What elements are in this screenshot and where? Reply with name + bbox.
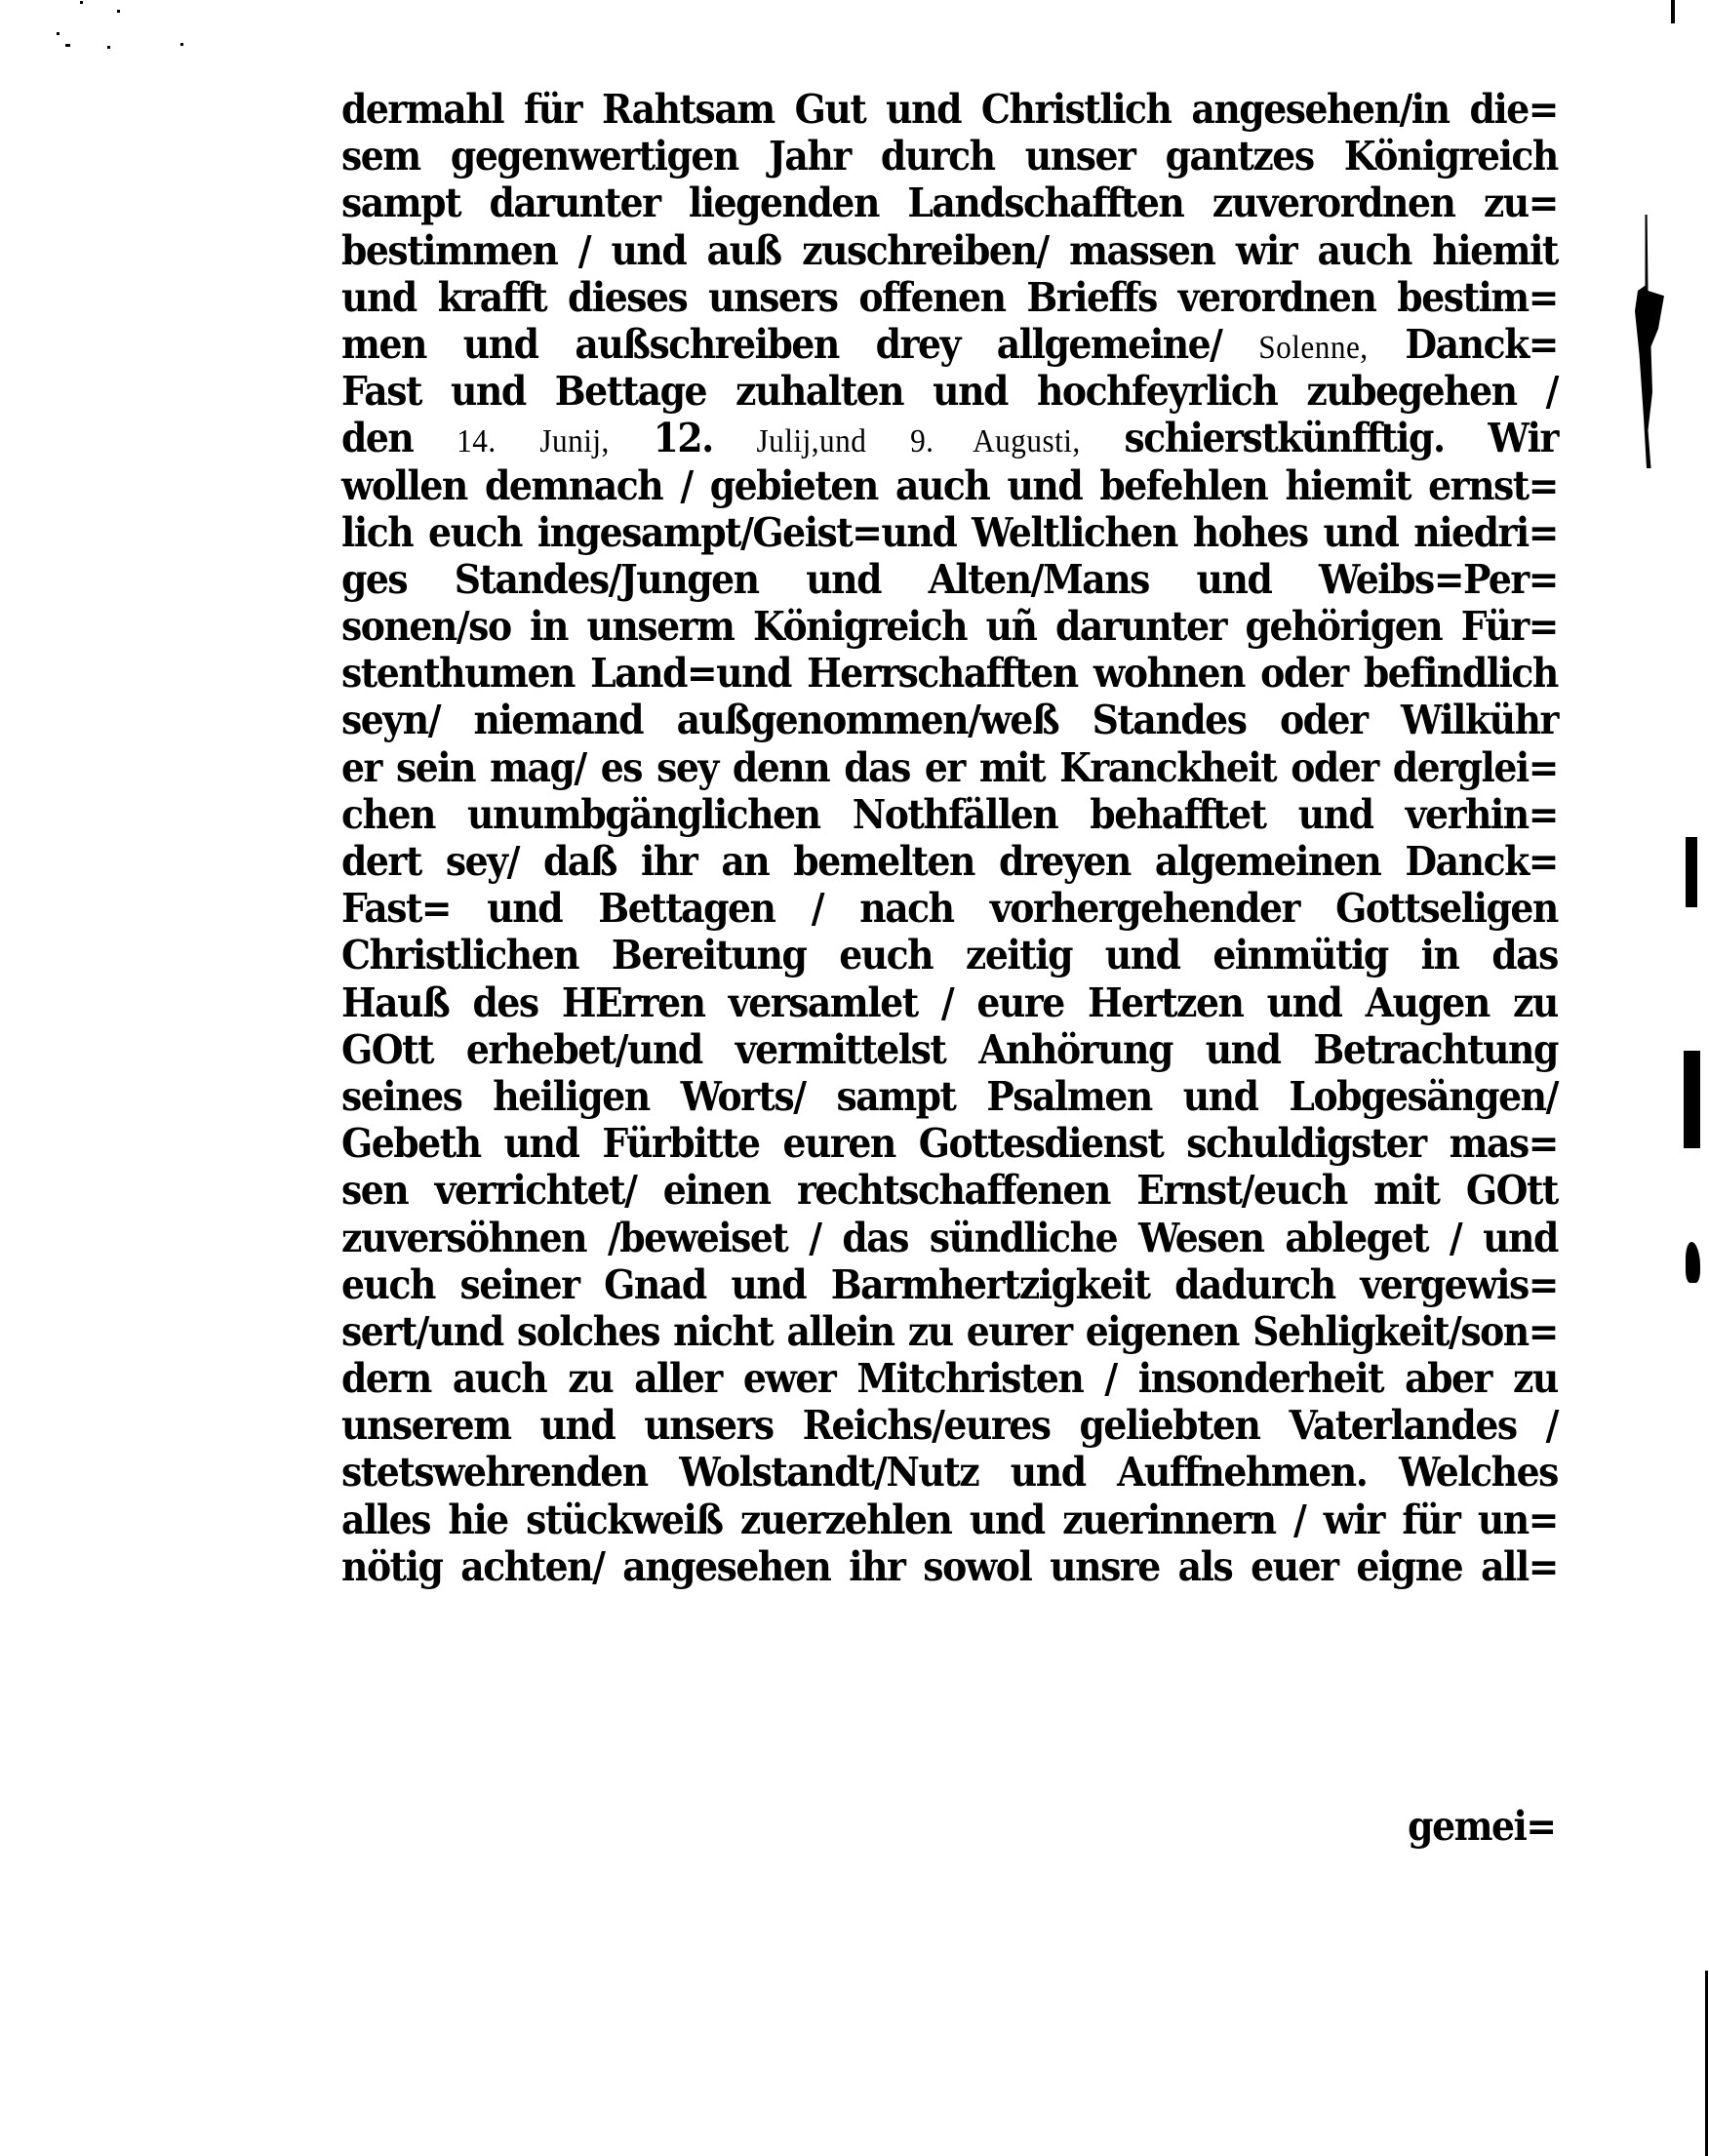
text-line-23: Gebeth und Fürbitte euren Gottesdienst schuldigster mas= <box>341 1120 1558 1168</box>
text-line-24: sen verrichtet/ einen rechtschaffenen Ernst/euch mit GOtt <box>341 1167 1558 1215</box>
date-numeral: 12. <box>653 415 713 462</box>
catchword: gemei= <box>1408 1803 1556 1850</box>
text-line-17: dert sey/ daß ihr an bemelten dreyen algemeinen Danck= <box>341 838 1558 885</box>
text-line-25: zuversöhnen /beweiset / das sündliche Wesen ableget / und <box>341 1214 1558 1261</box>
date-month: Junij, <box>539 423 610 460</box>
scan-speck <box>57 32 60 35</box>
binding-edge-mark <box>1686 837 1697 907</box>
date-numeral: 14. <box>457 423 497 460</box>
binding-edge-mark <box>1686 1242 1700 1283</box>
text-line-11: ges Standes/Jungen und Alten/Mans und Weibs=Per= <box>341 555 1558 603</box>
scan-speck <box>180 43 183 46</box>
text-line-27: sert/und solches nicht allein zu eurer eigenen Sehligkeit/son= <box>341 1307 1558 1355</box>
scan-speck <box>107 46 110 49</box>
antiqua-word: Solenne, <box>1258 329 1369 366</box>
body-text <box>341 86 1559 1590</box>
text-fragment: den <box>341 415 414 462</box>
scan-speck <box>65 44 70 47</box>
binding-edge-mark <box>1684 1051 1700 1148</box>
text-line-22: seines heiligen Worts/ sampt Psalmen und Lobgesängen/ <box>341 1072 1558 1120</box>
text-line-7: Fast und Bettage zuhalten und hochfeyrlich zubegehen / <box>341 368 1558 416</box>
text-line-18: Fast= und Bettagen / nach vorhergehender Gottseligen <box>341 885 1558 933</box>
date-month: Julij,und <box>756 423 867 460</box>
text-line-20: Hauß des HErren versamlet / eure Hertzen und Augen zu <box>341 978 1558 1026</box>
text-line-28: dern auch zu aller ewer Mitchristen / insonderheit aber zu <box>341 1355 1558 1403</box>
text-line-13: stenthumen Land=und Herrschafften wohnen oder befindlich <box>341 650 1558 698</box>
text-line-21: GOtt erhebet/und vermittelst Anhörung und Betrachtung <box>341 1025 1558 1073</box>
text-fragment: Danck= <box>1405 320 1558 368</box>
text-line-3: sampt darunter liegenden Landschafften zuverordnen zu= <box>341 180 1558 227</box>
text-line-6 <box>341 321 1558 368</box>
text-line-15: er sein mag/ es sey denn das er mit Kranckheit oder derglei= <box>341 743 1558 791</box>
scan-edge-mark <box>1671 0 1675 23</box>
scan-speck <box>117 10 120 13</box>
text-line-31: alles hie stückweiß zuerzehlen und zuerinnern / wir für un= <box>341 1496 1558 1543</box>
text-line-19: Christlichen Bereitung euch zeitig und einmütig in das <box>341 932 1558 979</box>
text-line-4: bestimmen / und auß zuschreiben/ massen wir auch hiemit <box>341 226 1558 274</box>
text-line-9: wollen demnach / gebieten auch und befehlen hiemit ernst= <box>341 461 1558 509</box>
text-fragment: men und außschreiben drey allgemeine/ <box>341 320 1222 368</box>
text-line-16: chen unumbgänglichen Nothfällen behafftet und verhin= <box>341 790 1558 838</box>
text-line-5: und krafft dieses unsers offenen Brieffs verordnen bestim= <box>341 273 1558 321</box>
text-line-29: unserem und unsers Reichs/eures geliebten Vaterlandes / <box>341 1402 1558 1450</box>
scan-speck <box>80 1 83 4</box>
text-fragment: schierstkünfftig. Wir <box>1124 415 1558 462</box>
text-line-30: stetswehrenden Wolstandt/Nutz und Auffnehmen. Welches <box>341 1449 1558 1497</box>
text-line-2: sem gegenwertigen Jahr durch unser gantzes Königreich <box>341 133 1558 180</box>
text-line-12: sonen/so in unserm Königreich uñ darunter gehörigen Für= <box>341 603 1558 651</box>
text-line-14: seyn/ niemand außgenommen/weß Standes oder Wilkühr <box>341 697 1558 744</box>
date-month: 9. Augusti, <box>910 423 1081 460</box>
text-line-26: euch seiner Gnad und Barmhertzigkeit dadurch vergewis= <box>341 1260 1558 1308</box>
binding-edge-line <box>1705 1971 1708 2156</box>
text-line-1: dermahl für Rahtsam Gut und Christlich angesehen/in die= <box>341 86 1558 133</box>
text-line-10: lich euch ingesampt/Geist=und Weltlichen hohes und niedri= <box>341 508 1558 556</box>
text-line-32: nötig achten/ angesehen ihr sowol unsre als euer eigne all= <box>341 1542 1558 1590</box>
binding-ink-blot <box>1635 215 1664 468</box>
text-line-8 <box>341 415 1558 461</box>
